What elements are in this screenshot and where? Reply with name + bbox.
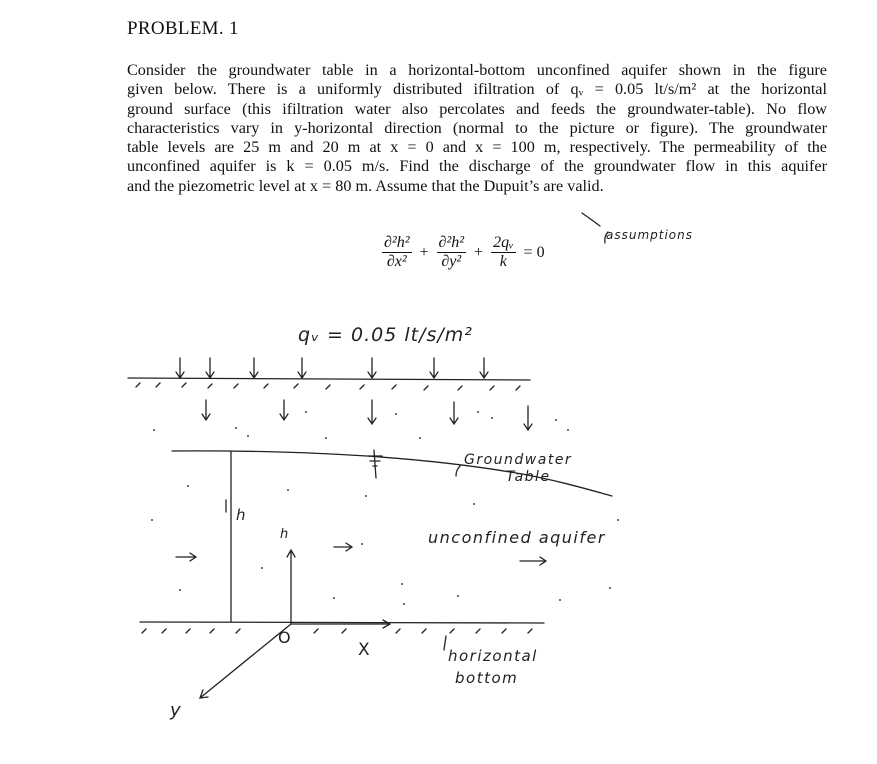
infiltration-label: qᵥ = 0.05 lt/s/m²	[298, 324, 473, 346]
statement-line: and the piezometric level at x = 80 m. Assume that the Dupuit’s are valid.	[127, 176, 604, 195]
soil-dots	[151, 411, 619, 605]
flow-arrow	[520, 557, 546, 565]
statement-line: unconfined aquifer is k = 0.05 m/s. Find the discharge of the groundwater flow in this aquifer	[127, 157, 827, 176]
statement-line: Consider the groundwater table in a horizontal-bottom unconfined aquifer shown in the figure	[127, 61, 827, 79]
bottom-pointer	[444, 636, 446, 650]
y-axis-arrow	[200, 624, 291, 698]
y-axis-label: y	[170, 700, 181, 721]
water-table-marker	[374, 450, 376, 478]
bottom-hatching	[142, 629, 532, 633]
groundwater-table-curve	[172, 451, 612, 496]
groundwater-pointer	[456, 466, 460, 476]
ground-surface-line	[128, 378, 530, 380]
x-axis-label: X	[358, 640, 370, 660]
statement-line: given below. There is a uniformly distributed ifiltration of qᵥ = 0.05 lt/s/m² at the horizontal	[127, 80, 827, 99]
statement-line: table levels are 25 m and 20 m at x = 0 and x = 100 m, respectively. The permeability of the	[127, 138, 827, 157]
plus-sign: +	[474, 243, 484, 261]
h-left-label: h	[236, 506, 246, 524]
percolation-arrows	[202, 400, 532, 430]
assumptions-note: assumptions	[606, 228, 694, 242]
aquifer-bottom-line	[140, 622, 544, 623]
h-axis-arrow	[287, 550, 295, 624]
h-axis-label: h	[280, 527, 289, 542]
surface-hatching	[136, 383, 520, 390]
flow-arrow	[176, 553, 196, 561]
horizontal-label: horizontal	[448, 647, 538, 665]
term-2: $\frac{\text{∂²h²}}{\text{∂y²}}$	[438, 234, 465, 270]
aquifer-label: unconfined aquifer	[428, 528, 606, 547]
problem-title: PROBLEM. 1	[127, 18, 239, 39]
flow-arrow	[334, 543, 352, 551]
bottom-label: bottom	[455, 669, 519, 687]
term-3: $\frac{\text{2qᵥ}}{k}$	[493, 234, 514, 270]
equals-zero: = 0	[523, 243, 545, 261]
term-1: $\frac{\text{∂²h²}}{\text{∂x²}}$	[384, 234, 410, 270]
plus-sign: +	[419, 243, 429, 261]
groundwater-label: Groundwater	[464, 452, 573, 468]
x-axis-arrow	[291, 620, 390, 628]
assumptions-caret	[582, 213, 600, 226]
surface-arrows	[176, 358, 488, 378]
table-label: Table	[506, 469, 551, 485]
origin-label: O	[278, 628, 291, 647]
statement-line: ground surface (this ifiltration water also percolates and feeds the groundwater-table). No flow	[127, 99, 827, 118]
assumptions-hook	[605, 232, 608, 243]
statement-line: characteristics vary in y-horizontal direction (normal to the picture or figure). The groundwater	[127, 118, 827, 137]
